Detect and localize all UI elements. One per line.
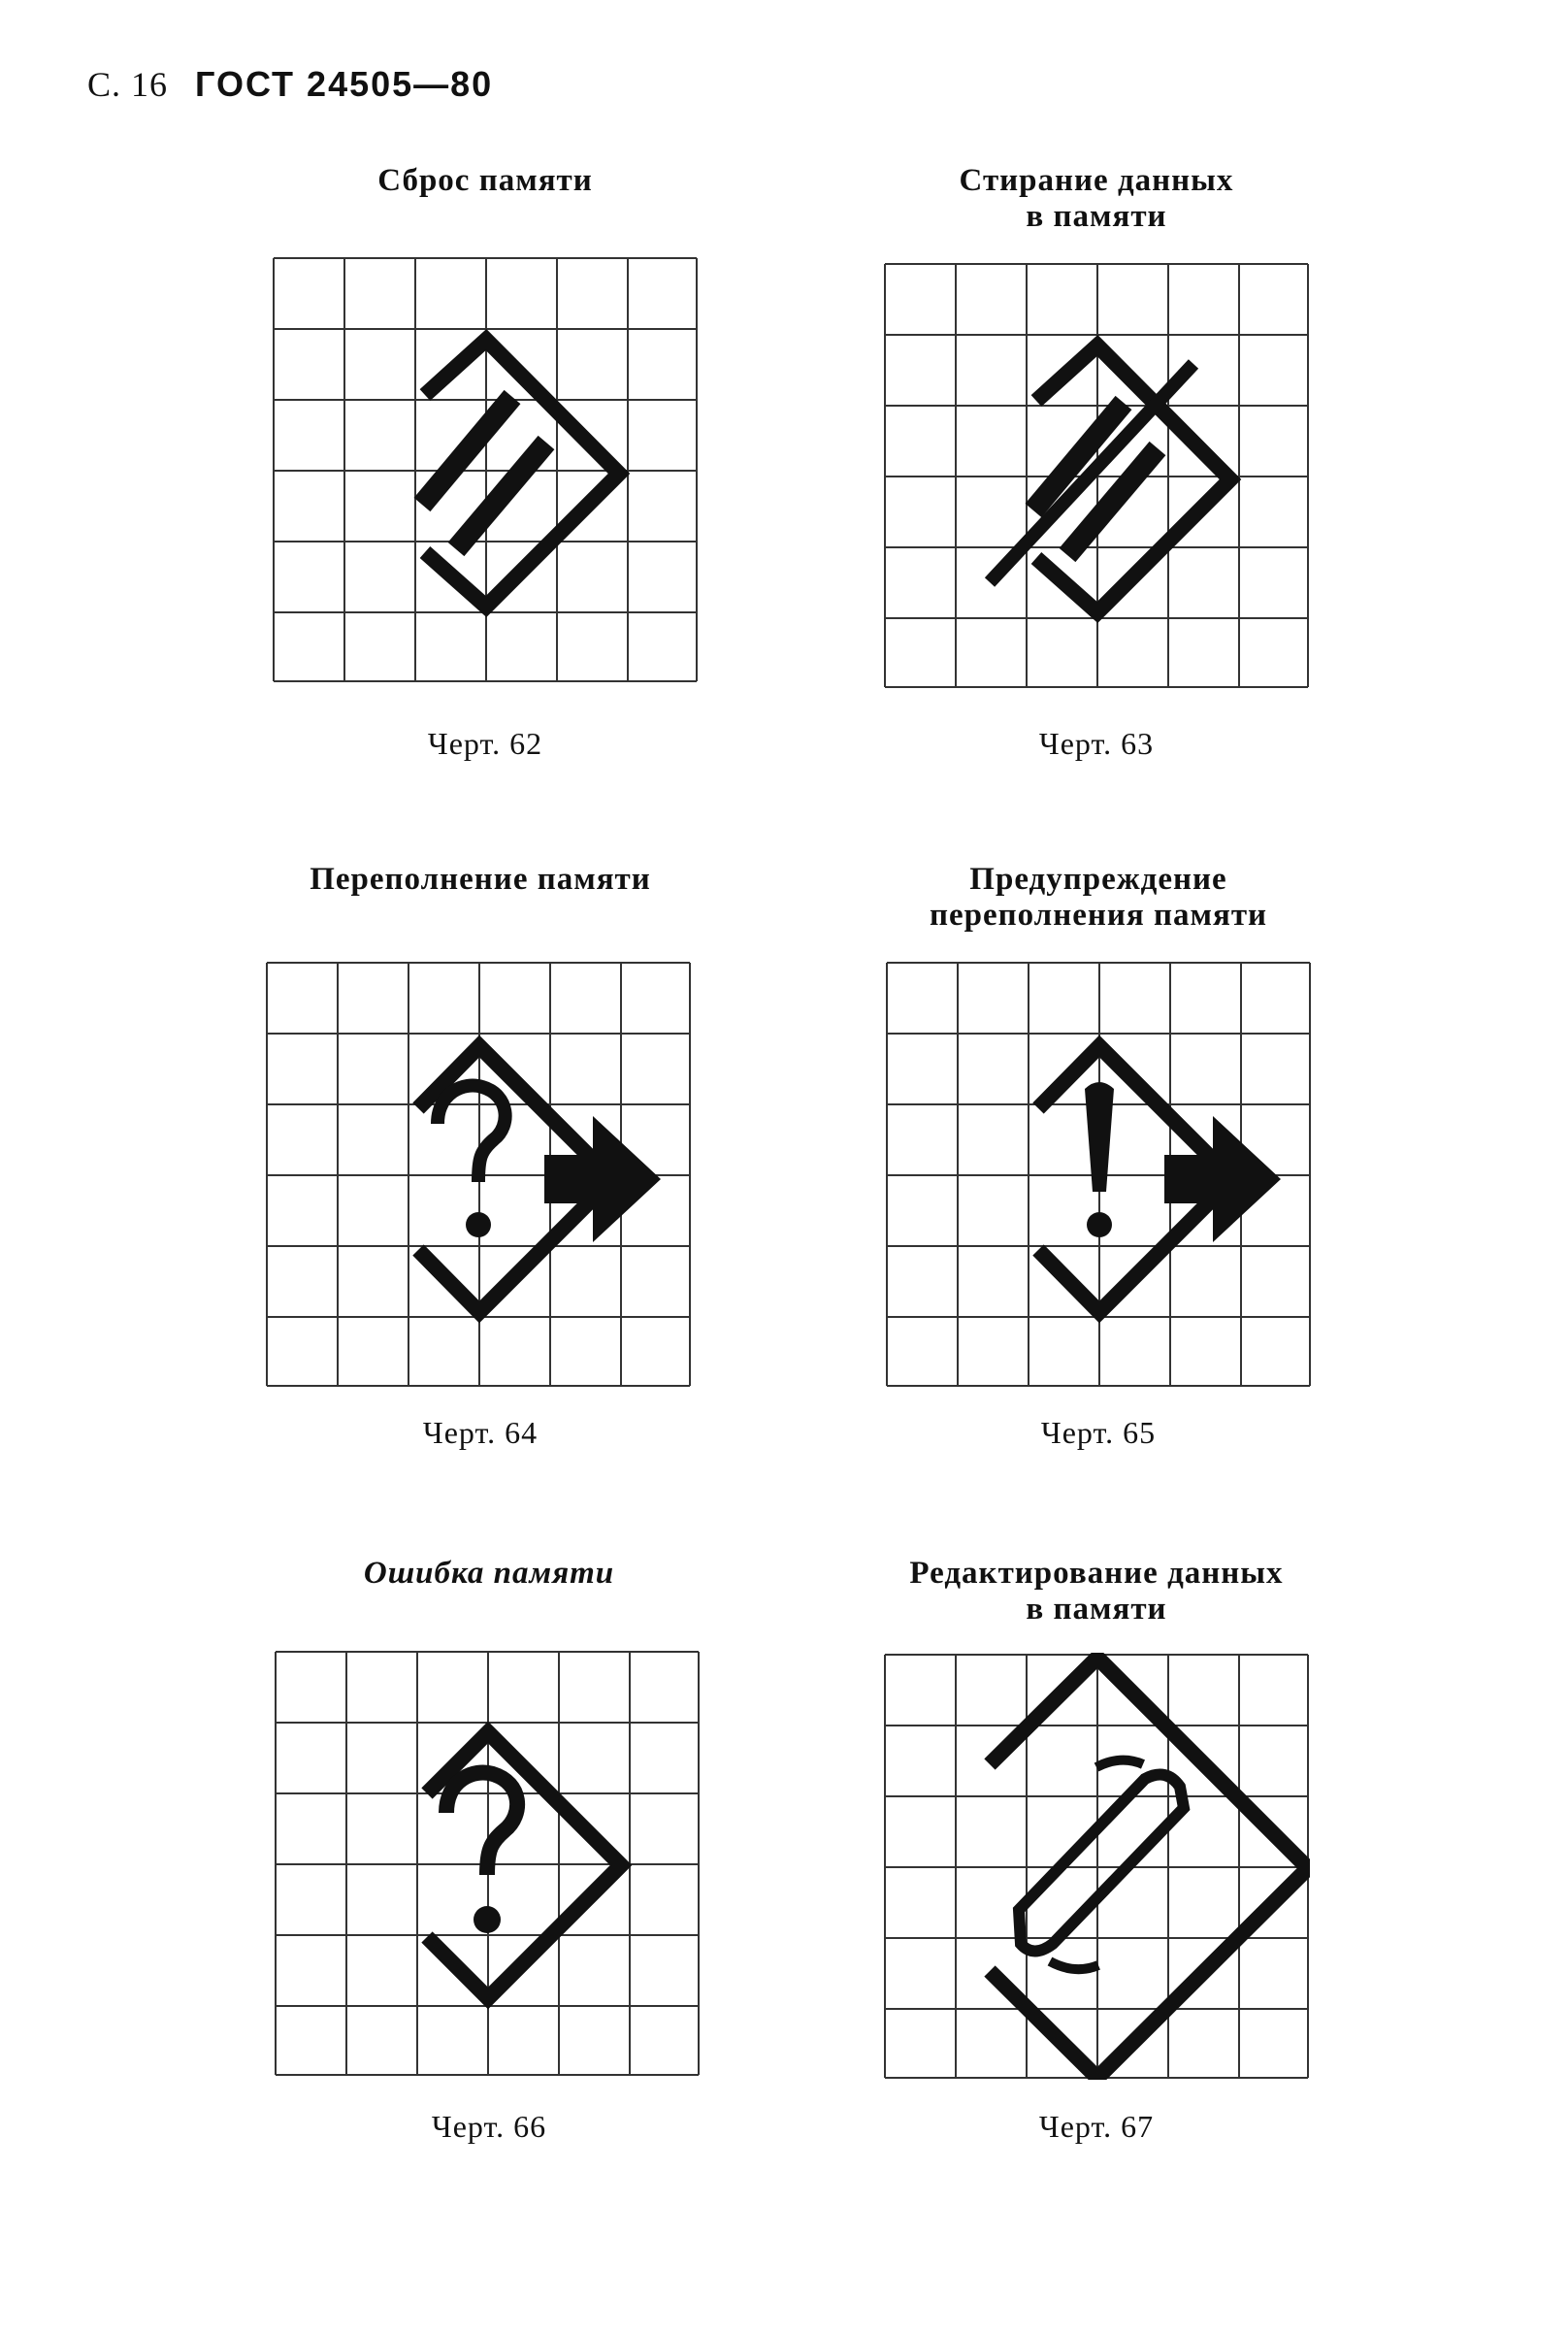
memory-overflow-icon bbox=[265, 961, 692, 1388]
grid-lines bbox=[274, 258, 697, 681]
grid-lines bbox=[885, 1655, 1308, 2078]
figure-caption: Черт. 64 bbox=[422, 1415, 539, 1450]
figure-title: Переполнение памяти bbox=[310, 862, 651, 897]
figure-caption: Черт. 62 bbox=[427, 726, 543, 761]
rotation-arrow-upper bbox=[1096, 1760, 1143, 1767]
figure-caption: Черт. 65 bbox=[1040, 1415, 1157, 1450]
figure-memory-overflow-warning bbox=[788, 854, 1409, 1475]
rotation-arrow-lower bbox=[1050, 1961, 1098, 1969]
figure-memory-error bbox=[179, 1548, 800, 2169]
memory-error-icon bbox=[274, 1650, 701, 2077]
figure-title: Редактирование данных в памяти bbox=[909, 1556, 1284, 1627]
question-mark-icon bbox=[438, 1086, 506, 1237]
page-header bbox=[87, 64, 493, 105]
figure-memory-erase bbox=[786, 155, 1407, 776]
figure-memory-reset bbox=[175, 155, 796, 776]
figure-title: Стирание данных в памяти bbox=[959, 163, 1234, 234]
memory-reset-icon bbox=[272, 256, 699, 683]
figure-title: Ошибка памяти bbox=[363, 1556, 615, 1591]
figure-memory-overflow bbox=[170, 854, 791, 1475]
figure-memory-data-editing bbox=[786, 1548, 1407, 2169]
figure-caption: Черт. 66 bbox=[431, 2109, 547, 2144]
memory-data-editing-icon bbox=[883, 1653, 1310, 2080]
exclamation-mark-icon bbox=[1085, 1082, 1114, 1237]
memory-block-rotated bbox=[1019, 1775, 1184, 1952]
memory-erase-icon bbox=[883, 262, 1310, 689]
question-mark-icon bbox=[446, 1773, 517, 1933]
figure-title: Предупреждение переполнения памяти bbox=[929, 862, 1268, 933]
standard-designation: ГОСТ 24505—80 bbox=[195, 64, 494, 104]
figure-caption: Черт. 67 bbox=[1038, 2109, 1155, 2144]
page-number: С. 16 bbox=[87, 65, 169, 104]
memory-overflow-warning-icon bbox=[885, 961, 1312, 1388]
figure-caption: Черт. 63 bbox=[1038, 726, 1155, 761]
figure-title: Сброс памяти bbox=[377, 163, 593, 198]
